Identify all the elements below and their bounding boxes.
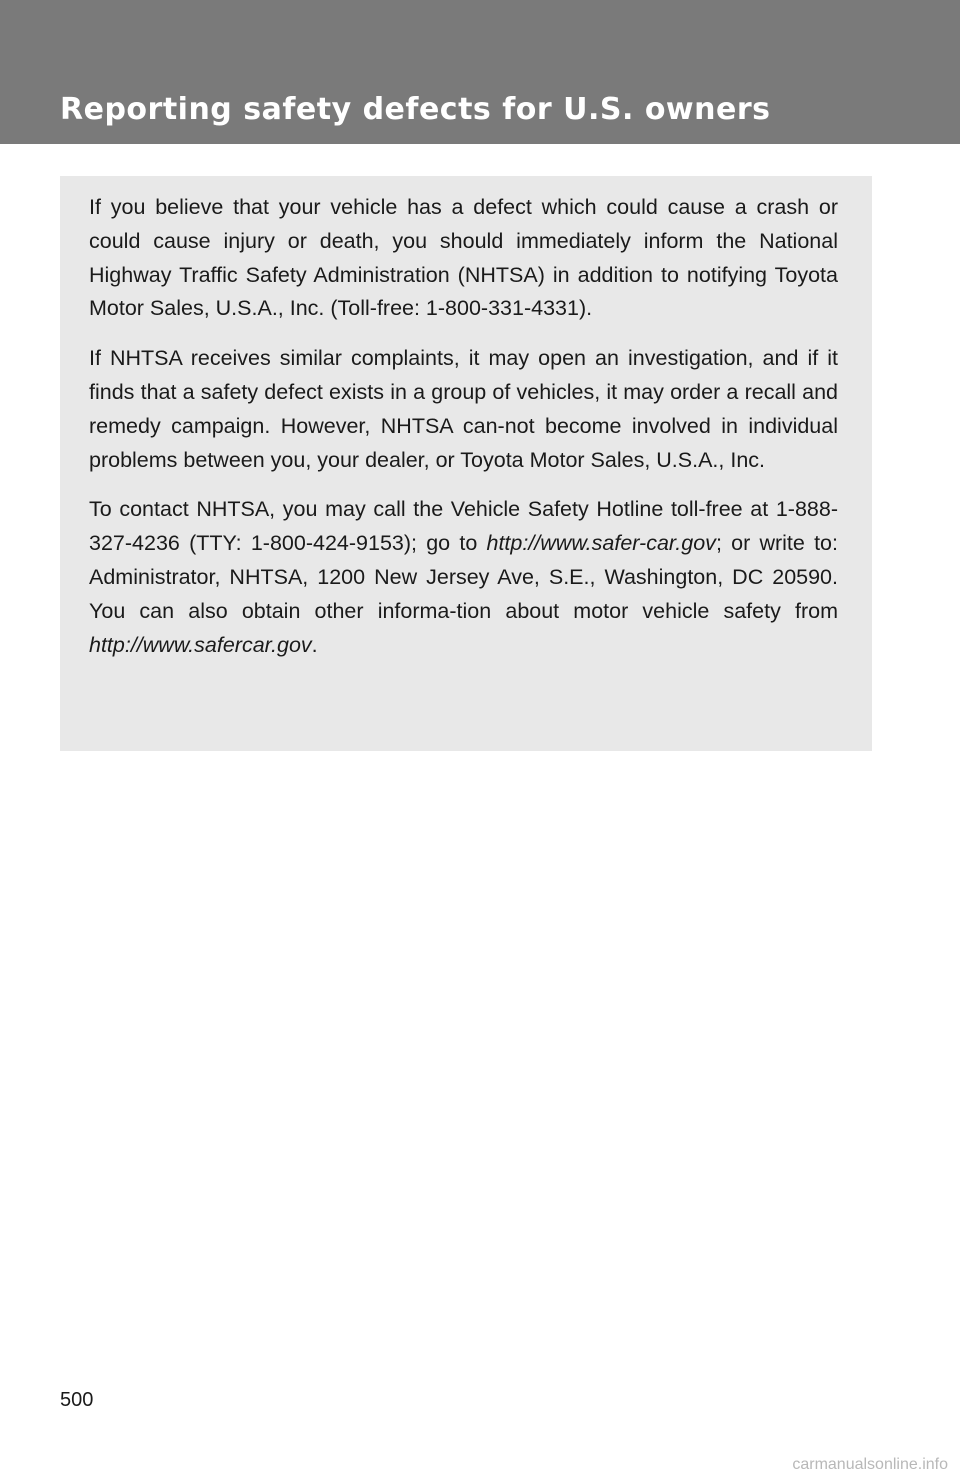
safercar-link-2[interactable]: http://www.safercar.gov	[89, 632, 312, 657]
contact-text-c: .	[311, 632, 318, 657]
notice-box	[60, 176, 872, 751]
notice-paragraph-3	[89, 493, 838, 662]
contact-text-a: To contact NHTSA, you may call the Vehicle Safety Hotline toll-free at 1-888-327-4236 (TTY: 1-800-424-9153); go to	[89, 497, 838, 556]
notice-paragraph-2: If NHTSA receives similar complaints, it may open an investigation, and if it finds that a safety defect exists in a group of vehicles, it may order a recall and remedy campaign. However, NHTSA can-not become involved in individual problems between you, your dealer, or Toyota Motor Sales, U.S.A., Inc.	[89, 346, 838, 472]
section-header	[0, 0, 960, 144]
notice-paragraph-1: If you believe that your vehicle has a defect which could cause a crash or could cause injury or death, you should immediately inform the National Highway Traffic Safety Administration (NHTSA) in addition to notifying Toyota Motor Sales, U.S.A., Inc. (Toll-free: 1-800-331-4331).	[89, 195, 838, 321]
contact-text-b: ; or write to: Administrator, NHTSA, 1200 New Jersey Ave, S.E., Washington, DC 20590. You can also obtain other informa-tion about motor vehicle safety from	[89, 531, 838, 623]
page-title: Reporting safety defects for U.S. owners	[60, 92, 771, 127]
page-number: 500	[60, 1389, 94, 1411]
watermark: carmanualsonline.info	[792, 1456, 948, 1473]
safercar-link-1[interactable]: http://www.safer-car.gov	[486, 531, 716, 556]
